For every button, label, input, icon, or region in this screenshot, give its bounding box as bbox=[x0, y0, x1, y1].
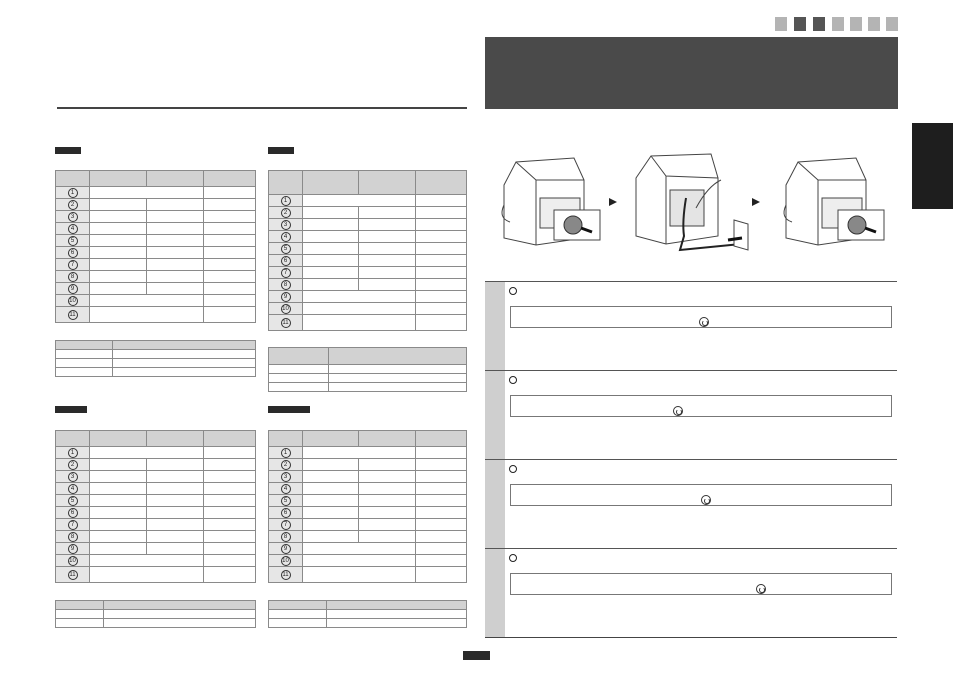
row-marker: 10 bbox=[69, 557, 76, 564]
legend-table-1 bbox=[55, 340, 256, 377]
table-tag-3 bbox=[55, 406, 87, 413]
step-bullet-icon bbox=[509, 554, 517, 562]
row-marker: 10 bbox=[282, 557, 289, 564]
row-marker: 7 bbox=[68, 260, 78, 270]
row-marker: 9 bbox=[68, 284, 78, 294]
steps-bottom-rule bbox=[485, 637, 897, 638]
arrow-right-icon bbox=[609, 198, 617, 206]
chapter-tab-6[interactable] bbox=[868, 17, 880, 31]
row-marker: 8 bbox=[281, 280, 291, 290]
row-marker: 4 bbox=[281, 484, 291, 494]
row-marker: 11 bbox=[282, 571, 289, 578]
step-bullet-icon bbox=[509, 376, 517, 384]
row-marker: 8 bbox=[68, 272, 78, 282]
row-marker: 9 bbox=[281, 544, 291, 554]
row-marker: 2 bbox=[68, 460, 78, 470]
chapter-tab-2[interactable] bbox=[794, 17, 806, 31]
row-marker: 1 bbox=[281, 448, 291, 458]
legend-table-4 bbox=[268, 600, 467, 628]
step-3 bbox=[485, 459, 897, 549]
row-marker: 11 bbox=[69, 311, 76, 318]
chapter-tab-3[interactable] bbox=[813, 17, 825, 31]
row-marker: 3 bbox=[68, 472, 78, 482]
row-marker: 3 bbox=[68, 212, 78, 222]
row-marker: 4 bbox=[68, 484, 78, 494]
row-marker: 3 bbox=[281, 472, 291, 482]
row-marker: 1 bbox=[68, 188, 78, 198]
step-instruction-box bbox=[510, 573, 892, 595]
row-marker: 1 bbox=[68, 448, 78, 458]
power-switch-zoom-right-icon bbox=[838, 210, 884, 240]
section-banner bbox=[485, 37, 898, 109]
table-tag-2 bbox=[268, 147, 294, 154]
power-cycle-illustration bbox=[496, 150, 896, 260]
step-1 bbox=[485, 281, 897, 371]
row-marker: 6 bbox=[68, 248, 78, 258]
step-bar bbox=[485, 549, 505, 638]
row-marker: 2 bbox=[281, 208, 291, 218]
row-marker: 3 bbox=[281, 220, 291, 230]
settings-table-1 bbox=[55, 170, 256, 323]
settings-table-2 bbox=[268, 170, 467, 331]
step-bullet-icon bbox=[509, 287, 517, 295]
row-marker: 11 bbox=[69, 571, 76, 578]
row-marker: 11 bbox=[282, 319, 289, 326]
row-marker: 6 bbox=[281, 256, 291, 266]
row-marker: 5 bbox=[281, 496, 291, 506]
chapter-tab-4[interactable] bbox=[832, 17, 844, 31]
row-marker: 9 bbox=[68, 544, 78, 554]
step-bullet-icon bbox=[509, 465, 517, 473]
row-marker: 5 bbox=[68, 496, 78, 506]
step-bar bbox=[485, 282, 505, 371]
chapter-tab-7[interactable] bbox=[886, 17, 898, 31]
row-marker: 8 bbox=[68, 532, 78, 542]
row-marker: 5 bbox=[281, 244, 291, 254]
settings-table-4 bbox=[268, 430, 467, 583]
settings-table-3 bbox=[55, 430, 256, 583]
row-marker: 2 bbox=[281, 460, 291, 470]
row-marker: 7 bbox=[68, 520, 78, 530]
power-switch-zoom-left-icon bbox=[554, 210, 600, 240]
legend-table-2 bbox=[268, 347, 467, 392]
chapter-tab-5[interactable] bbox=[850, 17, 862, 31]
row-marker: 6 bbox=[68, 508, 78, 518]
chapter-tab-1[interactable] bbox=[775, 17, 787, 31]
row-marker: 5 bbox=[68, 236, 78, 246]
row-marker: 10 bbox=[282, 305, 289, 312]
legend-table-3 bbox=[55, 600, 256, 628]
step-bar bbox=[485, 460, 505, 549]
table-tag-4 bbox=[268, 406, 310, 413]
page-number-tag bbox=[463, 651, 490, 660]
power-icon bbox=[756, 584, 766, 594]
fax-machine-back-icon bbox=[636, 154, 741, 250]
row-marker: 6 bbox=[281, 508, 291, 518]
step-bar bbox=[485, 371, 505, 460]
row-marker: 4 bbox=[68, 224, 78, 234]
language-side-tab[interactable] bbox=[912, 123, 953, 209]
row-marker: 9 bbox=[281, 292, 291, 302]
step-2 bbox=[485, 370, 897, 460]
power-icon bbox=[699, 317, 709, 327]
row-marker: 4 bbox=[281, 232, 291, 242]
step-4 bbox=[485, 548, 897, 638]
row-marker: 7 bbox=[281, 520, 291, 530]
row-marker: 2 bbox=[68, 200, 78, 210]
table-tag-1 bbox=[55, 147, 81, 154]
row-marker: 10 bbox=[69, 297, 76, 304]
row-marker: 8 bbox=[281, 532, 291, 542]
power-icon bbox=[673, 406, 683, 416]
arrow-right-icon bbox=[752, 198, 760, 206]
step-instruction-box bbox=[510, 395, 892, 417]
header-rule bbox=[57, 107, 467, 109]
row-marker: 7 bbox=[281, 268, 291, 278]
row-marker: 1 bbox=[281, 196, 291, 206]
power-icon bbox=[701, 495, 711, 505]
